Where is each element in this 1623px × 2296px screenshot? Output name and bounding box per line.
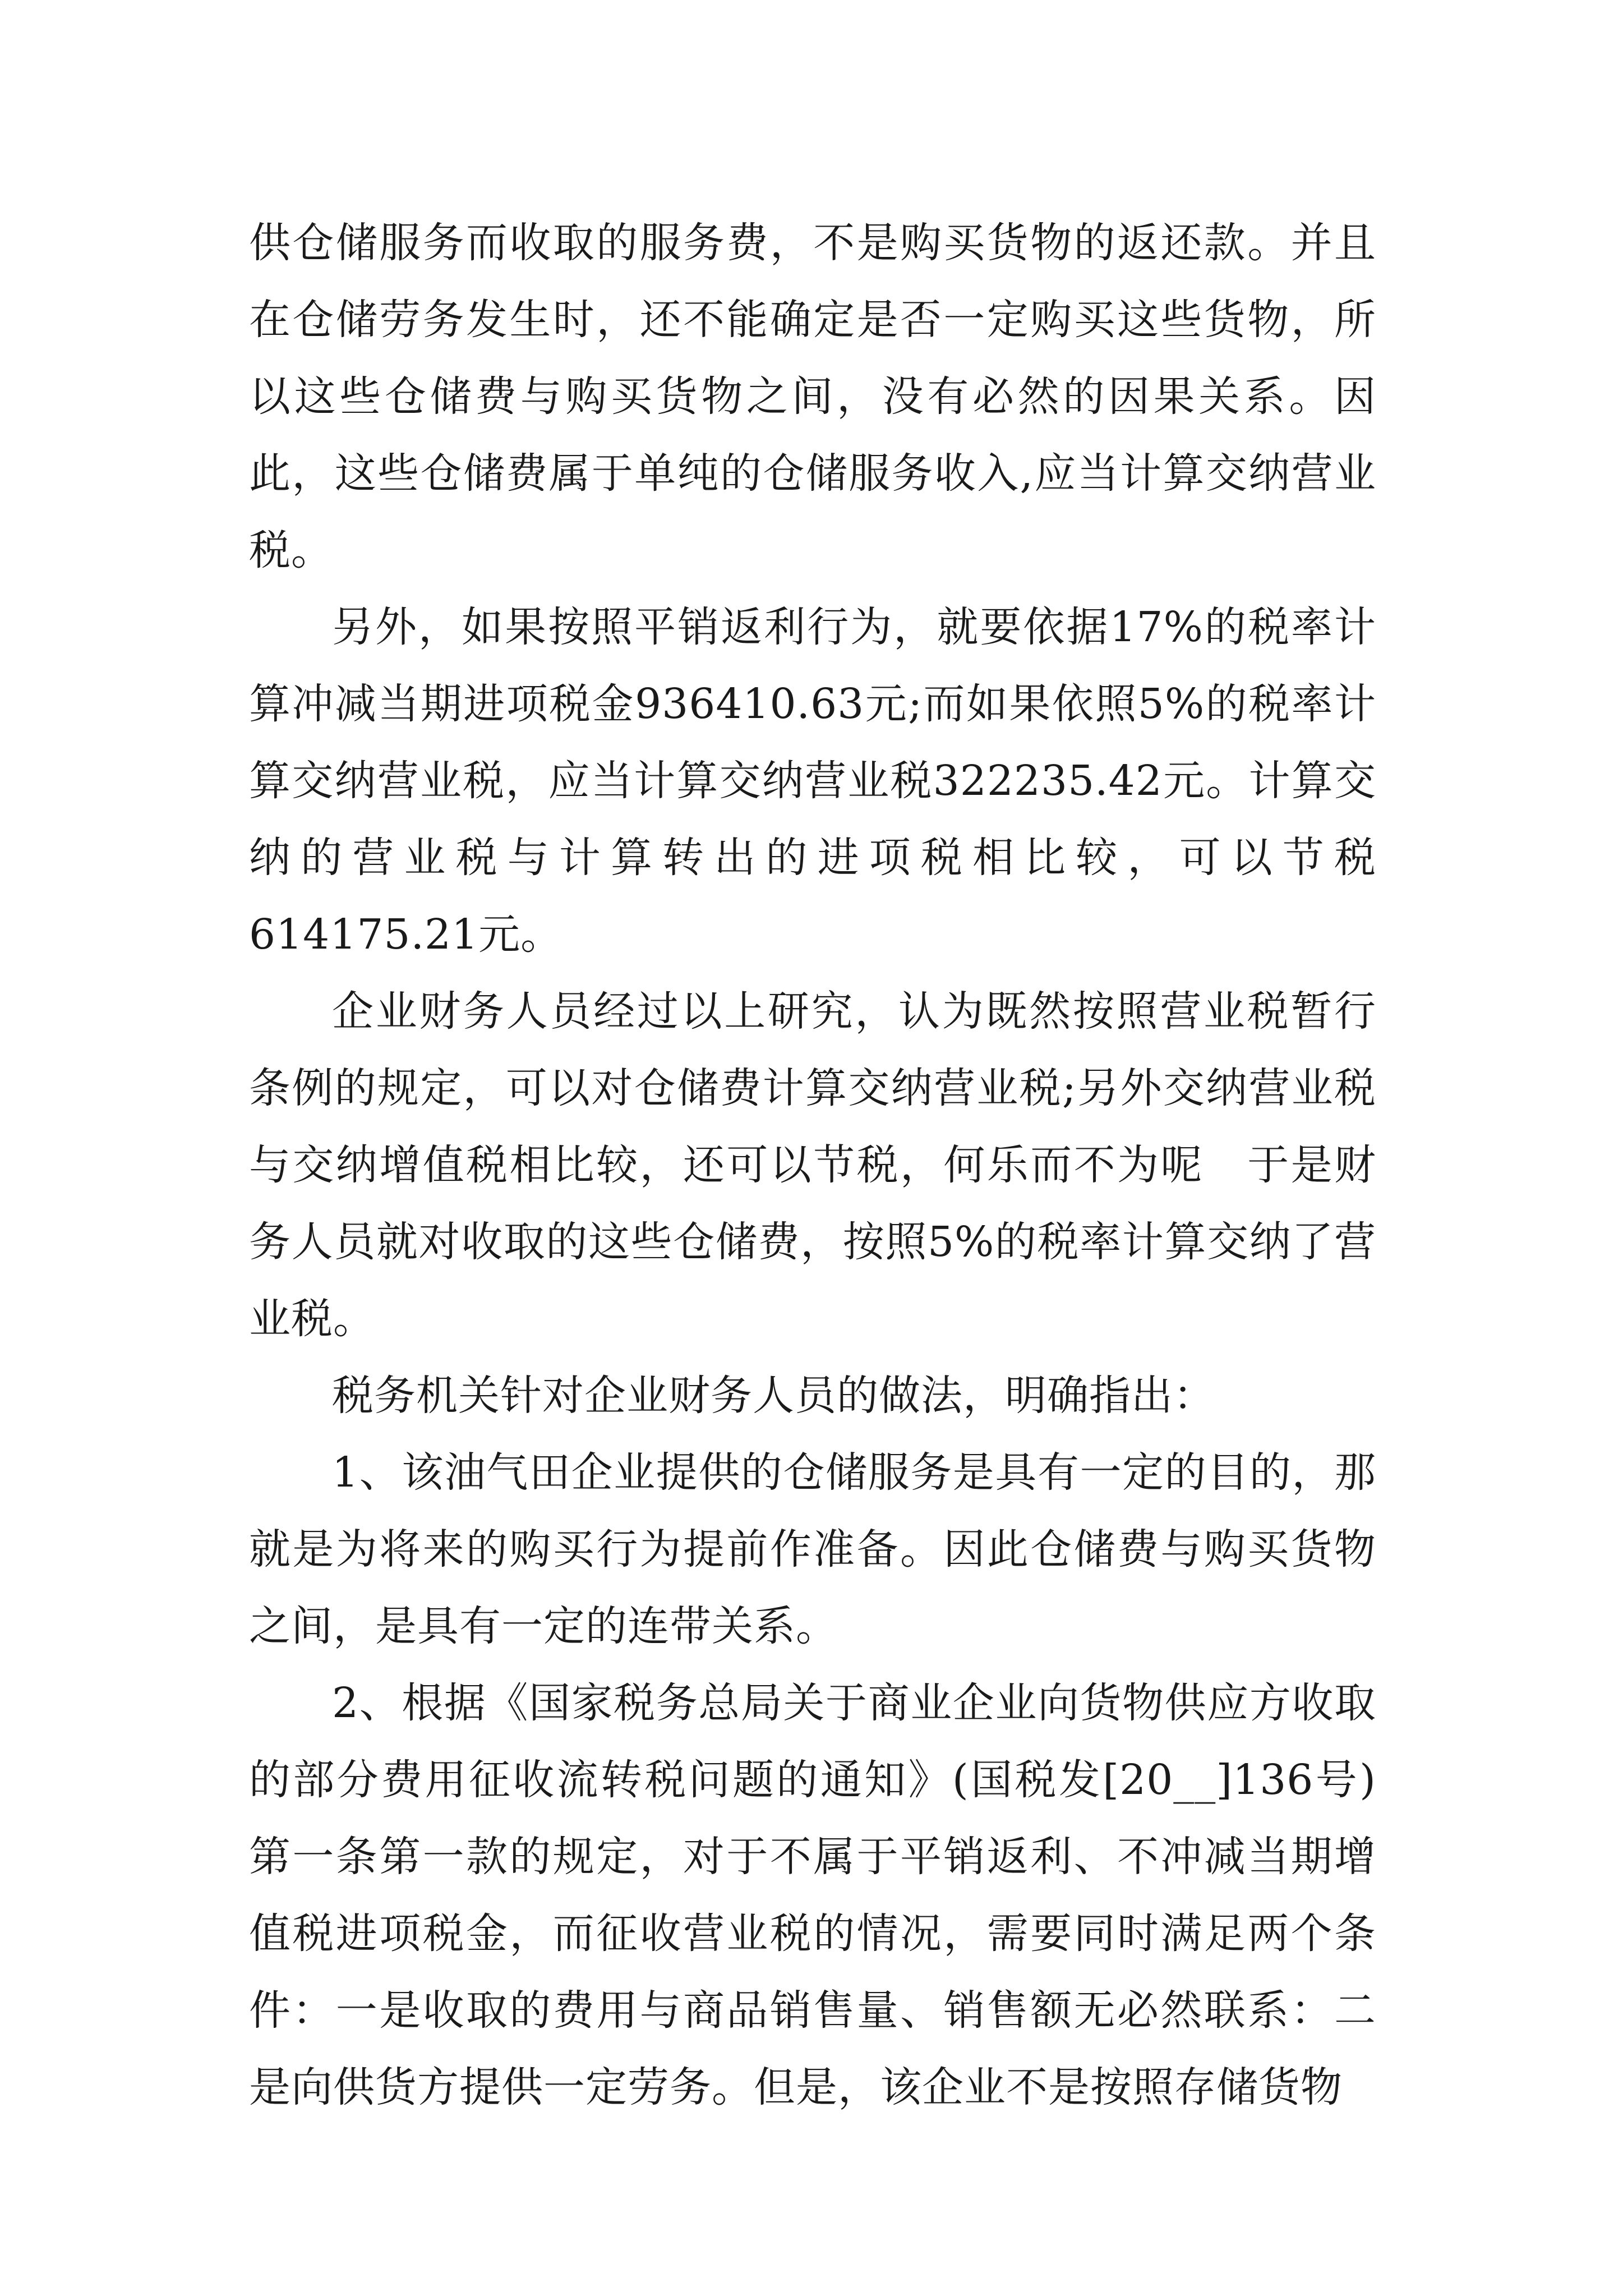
paragraph-continuation: 供仓储服务而收取的服务费，不是购买货物的返还款。并且在仓储劳务发生时，还不能确定是否一定购买这些货物，所以这些仓储费与购买货物之间，没有必然的因果关系。因此，这些仓储费属于单纯的仓储服务收入,应当计算交纳营业税。 (249, 219, 1376, 574)
paragraph-tax-authority-statement: 税务机关针对企业财务人员的做法，明确指出： (332, 1372, 1215, 1420)
paragraph-finance-staff-decision: 企业财务人员经过以上研究，认为既然按照营业税暂行条例的规定，可以对仓储费计算交纳营业税;另外交纳营业税与交纳增值税相比较，还可以节税，何乐而不为呢 于是财务人员就对收取的这些仓储费，按照5%的税率计算交纳了营业税。 (249, 987, 1376, 1343)
paragraph-tax-comparison: 另外，如果按照平销返利行为，就要依据17%的税率计算冲减当期进项税金936410.63元;而如果依照5%的税率计算交纳营业税，应当计算交纳营业税322235.42元。计算交纳的营业税与计算转出的进项税相比较，可以节税614175.21元。 (249, 603, 1376, 959)
paragraph-point-2: 2、根据《国家税务总局关于商业企业向货物供应方收取的部分费用征收流转税问题的通知》(国税发[20__]136号)第一条第一款的规定，对于不属于平销返利、不冲减当期增值税进项税金，而征收营业税的情况，需要同时满足两个条件：一是收取的费用与商品销售量、销售额无必然联系：二是向供货方提供一定劳务。但是，该企业不是按照存储货物 (249, 1679, 1376, 2111)
paragraph-point-1: 1、该油气田企业提供的仓储服务是具有一定的目的，那就是为将来的购买行为提前作准备。因此仓储费与购买货物之间，是具有一定的连带关系。 (249, 1448, 1376, 1650)
document-body (249, 205, 1376, 2126)
